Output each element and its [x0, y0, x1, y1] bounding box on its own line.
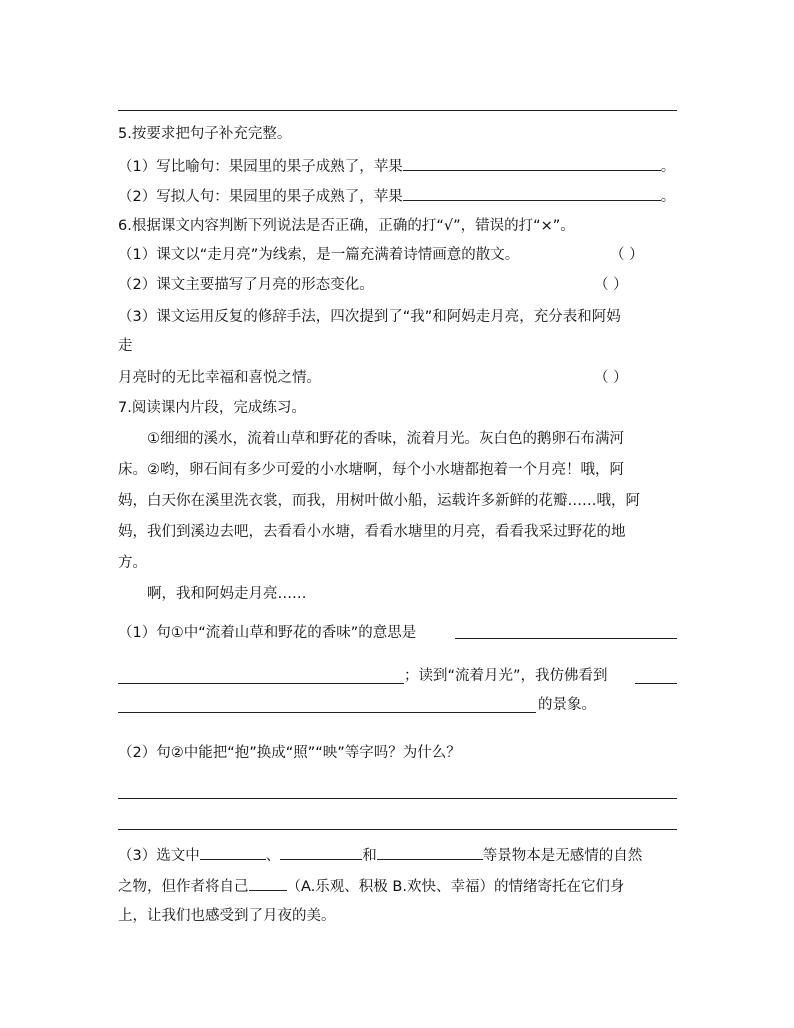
q5-item2 [118, 186, 675, 207]
q7-sub3-blank3[interactable] [377, 845, 483, 860]
q5-item2-text: （2）写拟人句：果园里的果子成熟了，苹果 [118, 189, 403, 205]
header-divider [118, 110, 677, 111]
q7-sub3-line2 [118, 876, 624, 897]
q7-sub3-text-d: （A.乐观、积极 B.欢快、幸福）的情绪寄托在它们身 [286, 879, 625, 895]
q5-item1 [118, 156, 675, 177]
passage-end: 啊，我和阿妈走月亮…… [147, 586, 307, 602]
q7-sub2-answer-line[interactable] [118, 829, 677, 830]
q6-item3-line3: 月亮时的无比幸福和喜悦之情。 [118, 370, 321, 386]
passage-line: 妈，我们到溪边去吧，去看看小水塘，看看水塘里的月亮，看看我采过野花的地 [118, 524, 626, 540]
q7-sub1-answer-line[interactable] [118, 683, 404, 684]
q6-item1: （1）课文以“走月亮”为线索，是一篇充满着诗情画意的散文。 [118, 247, 520, 263]
q6-title: 6.根据课文内容判断下列说法是否正确，正确的打“√”，错误的打“×”。 [118, 218, 575, 234]
q7-sub3-blank1[interactable] [200, 845, 266, 860]
q6-item2: （2）课文主要描写了月亮的形态变化。 [118, 277, 374, 293]
q5-title: 5.按要求把句子补充完整。 [118, 126, 292, 142]
q7-sub1-answer-line[interactable] [635, 683, 677, 684]
q5-item1-end: 。 [660, 159, 676, 175]
passage-line: 床。②哟，卵石间有多少可爱的小水塘啊，每个小水塘都抱着一个月亮！哦，阿 [118, 462, 624, 478]
q7-sub3-blank4[interactable] [249, 876, 287, 891]
q7-sub3-text-c: 之物，但作者将自己 [118, 879, 249, 895]
q6-item3-line1: （3）课文运用反复的修辞手法，四次提到了“我”和阿妈走月亮，充分表和阿妈 [118, 309, 621, 325]
passage-line: ①细细的溪水，流着山草和野花的香味，流着月光。灰白色的鹅卵石布满河 [147, 431, 624, 447]
q7-sub3-sep2: 和 [362, 848, 377, 864]
q7-sub1-prompt: （1）句①中“流着山草和野花的香味”的意思是 [118, 625, 417, 641]
q7-sub1-text3: 的景象。 [538, 697, 596, 713]
q6-item2-paren[interactable]: （ ） [594, 277, 628, 293]
q7-sub1-text2: ；读到“流着月光”，我仿佛看到 [404, 668, 608, 684]
passage-line: 方。 [118, 555, 147, 571]
q6-item3-line2: 走 [118, 338, 133, 354]
q7-sub3-line1 [118, 845, 642, 866]
q5-item2-end: 。 [660, 189, 676, 205]
passage-line: 妈，白天你在溪里洗衣裳，而我，用树叶做小船，运载许多新鲜的花瓣……哦，阿 [118, 493, 640, 509]
q7-sub2-prompt: （2）句②中能把“抱”换成“照”“映”等字吗？为什么？ [118, 745, 461, 761]
q6-item1-paren[interactable]: （ ） [610, 247, 644, 263]
q7-sub3-line3: 上，让我们也感受到了月夜的美。 [118, 908, 336, 924]
q5-item1-text: （1）写比喻句：果园里的果子成熟了，苹果 [118, 159, 403, 175]
q7-sub2-answer-line[interactable] [118, 798, 677, 799]
q6-item3-paren[interactable]: （ ） [594, 370, 628, 386]
q7-sub1-answer-line[interactable] [118, 712, 536, 713]
q7-sub3-sep1: 、 [265, 848, 281, 864]
q5-item1-blank[interactable] [403, 156, 661, 171]
q7-title: 7.阅读课内片段，完成练习。 [118, 400, 306, 416]
q7-sub3-prefix: （3）选文中 [118, 848, 200, 864]
q7-sub3-blank2[interactable] [280, 845, 362, 860]
q7-sub1-answer-line[interactable] [455, 638, 677, 639]
q7-sub3-suffix: 等景物本是无感情的自然 [482, 848, 643, 864]
q5-item2-blank[interactable] [403, 186, 661, 201]
